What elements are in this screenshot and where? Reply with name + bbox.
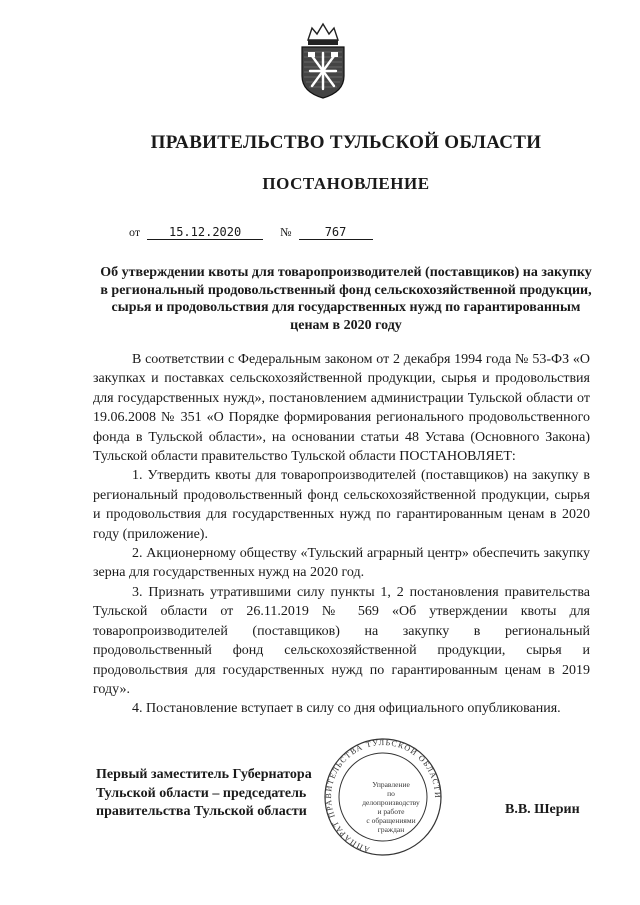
- stamp-inner-text: [358, 780, 424, 834]
- resolution-item-2: 2. Акционерному обществу «Тульский аграрный центр» обеспечить закупку зерна для государственных нужд на 2020 год.: [93, 546, 590, 581]
- coat-of-arms-emblem: [296, 20, 350, 102]
- stamp-inner-line: по делопроизводству: [362, 789, 420, 807]
- organization-title: ПРАВИТЕЛЬСТВО ТУЛЬСКОЙ ОБЛАСТИ: [150, 132, 542, 153]
- signatory-name: В.В. Шерин: [505, 802, 580, 817]
- stamp-inner-line: Управление: [372, 780, 410, 789]
- stamp-inner-line: с обращениями: [366, 816, 416, 825]
- resolution-item-1: 1. Утвердить квоты для товаропроизводителей (поставщиков) на закупку в региональный продовольственный фонд сельскохозяйственной продукции, сырья и продовольствия для государственных нужд по гарантированным ценам в 2020 году (приложение).: [93, 468, 590, 542]
- document-body: [93, 350, 590, 719]
- document-subject: Об утверждении квоты для товаропроизводителей (поставщиков) на закупку в региональный продовольственный фонд сельскохозяйственной продукции, сырья и продовольствия для государственных нужд по гарантированным ценам в 2020 году: [100, 265, 592, 333]
- stamp-ring-text: АППАРАТ ПРАВИТЕЛЬСТВА ТУЛЬСКОЙ ОБЛАСТИ: [323, 737, 443, 855]
- stamp-inner-line: граждан: [377, 825, 405, 834]
- preamble-paragraph: В соответствии с Федеральным законом от 2 декабря 1994 года № 53-ФЗ «О закупках и поставках сельскохозяйственной продукции, сырья и продовольствия для государственных нужд», постановлением администрации Тульской области от 19.06.2008 № 351 «О Порядке формирования регионального продовольственного фонда в Тульской области», на основании статьи 48 Устава (Основного Закона) Тульской области правительство Тульской области ПОСТАНОВЛЯЕТ:: [93, 352, 590, 465]
- stamp-inner-line: и работе: [377, 807, 405, 816]
- document-date: 15.12.2020: [147, 225, 263, 240]
- number-label: №: [280, 225, 292, 239]
- signatory-position-line: правительства Тульской области: [96, 804, 307, 819]
- resolution-item-3: 3. Признать утратившими силу пункты 1, 2 постановления правительства Тульской области от 26.11.2019 № 569 «Об утверждении квоты для товаропроизводителей (поставщиков) на закупку в региональный продовольственный фонд сельскохозяйственной продукции, сырья и продовольствия для государственных нужд по гарантированным ценам в 2019 году».: [93, 584, 590, 697]
- signatory-position-line: Тульской области – председатель: [96, 785, 307, 801]
- signatory-position-line: Первый заместитель Губернатора: [96, 767, 312, 782]
- signatory-position: [96, 766, 312, 822]
- from-label: от: [129, 225, 141, 239]
- document-number: 767: [299, 225, 373, 240]
- document-type-heading: ПОСТАНОВЛЕНИЕ: [262, 174, 430, 193]
- date-and-number-line: [129, 225, 373, 240]
- resolution-item-4: 4. Постановление вступает в силу со дня официального опубликования.: [132, 701, 561, 717]
